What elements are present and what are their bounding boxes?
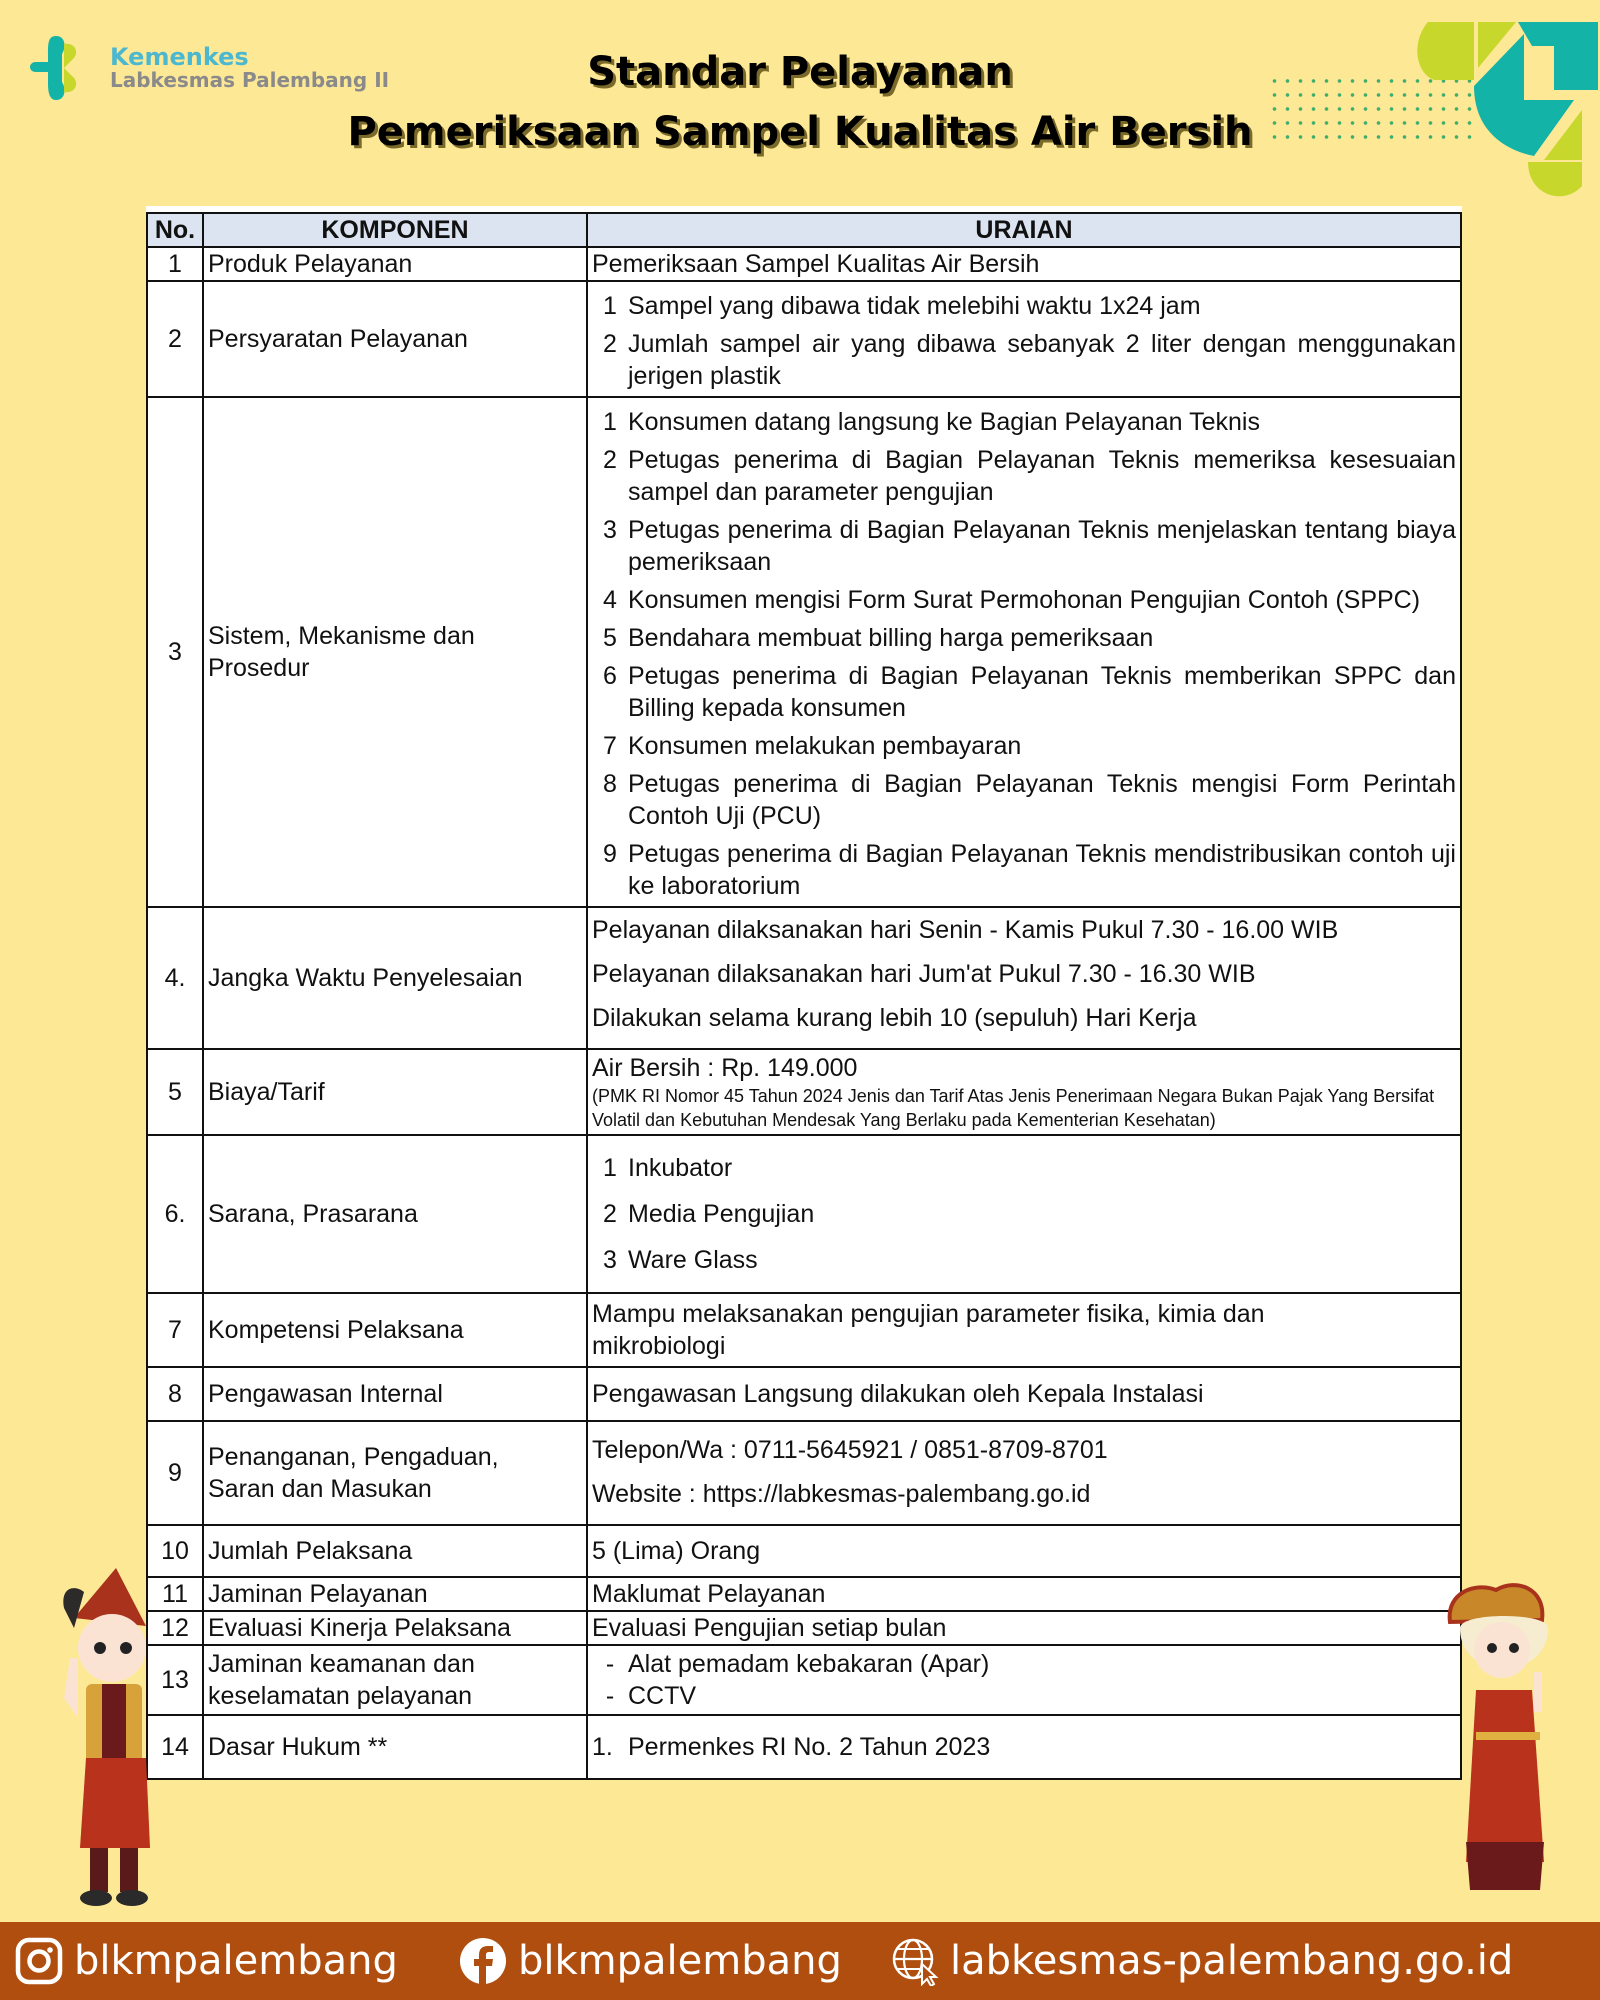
- list-item: 5 Bendahara membuat billing harga pemeriksaan: [603, 624, 1154, 652]
- row-no: 8: [147, 1367, 203, 1421]
- header-komponen: KOMPONEN: [203, 213, 587, 247]
- list-item: 2 Jumlah sampel air yang dibawa sebanyak 2 liter dengan menggunakan jerigen plastik: [603, 330, 1456, 390]
- facebook-handle[interactable]: blkmpalembang: [518, 1938, 842, 1984]
- row-uraian: Pengawasan Langsung dilakukan oleh Kepala Instalasi: [587, 1367, 1461, 1421]
- row-komponen: Jumlah Pelaksana: [203, 1525, 587, 1577]
- table-row: [147, 1525, 1461, 1577]
- list-item: 2 Petugas penerima di Bagian Pelayanan Teknis memeriksa kesesuaian sampel dan parameter pengujian: [603, 446, 1456, 506]
- contact-phone: Telepon/Wa : 0711-5645921 / 0851-8709-8701: [592, 1436, 1108, 1464]
- row-no: 4.: [147, 907, 203, 1049]
- row-uraian: [587, 1135, 1461, 1293]
- table-row: [147, 907, 1461, 1049]
- schedule-weekdays: Pelayanan dilaksanakan hari Senin - Kamis Pukul 7.30 - 16.00 WIB: [592, 916, 1339, 944]
- list-item: 1 Sampel yang dibawa tidak melebihi waktu 1x24 jam: [603, 292, 1201, 320]
- footer-instagram[interactable]: [14, 1936, 398, 1986]
- table-row: [147, 1049, 1461, 1135]
- procedure-list: [592, 406, 1456, 902]
- decorative-emblem-icon: [1404, 10, 1600, 200]
- row-komponen: Produk Pelayanan: [203, 247, 587, 281]
- row-komponen: Jangka Waktu Penyelesaian: [203, 907, 587, 1049]
- requirements-list: [592, 290, 1456, 392]
- footer-website[interactable]: [890, 1936, 1513, 1986]
- globe-cursor-icon: [890, 1936, 940, 1986]
- row-uraian: [587, 1715, 1461, 1779]
- table-row: [147, 1293, 1461, 1367]
- list-item: 9 Petugas penerima di Bagian Pelayanan Teknis mendistribusikan contoh uji ke laboratorium: [603, 840, 1456, 900]
- row-komponen: Dasar Hukum **: [203, 1715, 587, 1779]
- table-row: [147, 1135, 1461, 1293]
- website-url[interactable]: labkesmas-palembang.go.id: [950, 1938, 1514, 1984]
- row-uraian: [587, 1421, 1461, 1525]
- instagram-handle[interactable]: blkmpalembang: [74, 1938, 398, 1984]
- facebook-icon: [458, 1936, 508, 1986]
- list-item: 3 Ware Glass: [603, 1246, 758, 1274]
- list-item: 8 Petugas penerima di Bagian Pelayanan Teknis mengisi Form Perintah Contoh Uji (PCU): [603, 770, 1456, 830]
- facilities-list: [592, 1152, 1456, 1276]
- contact-website: Website : https://labkesmas-palembang.go.id: [592, 1480, 1091, 1508]
- table-row: [147, 247, 1461, 281]
- header-no: No.: [147, 213, 203, 247]
- safety-list: [592, 1648, 1456, 1712]
- tariff-value: Air Bersih : Rp. 149.000: [592, 1054, 858, 1082]
- row-no: 14: [147, 1715, 203, 1779]
- completion-time: Dilakukan selama kurang lebih 10 (sepuluh) Hari Kerja: [592, 1004, 1197, 1032]
- table-row: [147, 1577, 1461, 1611]
- instagram-icon: [14, 1936, 64, 1986]
- row-no: 2: [147, 281, 203, 397]
- row-no: 12: [147, 1611, 203, 1645]
- page-title: [300, 44, 1300, 164]
- male-mascot-illustration: [34, 1548, 164, 1908]
- list-item: - CCTV: [605, 1682, 697, 1710]
- kemenkes-emblem-icon: [26, 32, 98, 104]
- row-no: 3: [147, 397, 203, 907]
- row-uraian: Pemeriksaan Sampel Kualitas Air Bersih: [587, 247, 1461, 281]
- list-item: 4 Konsumen mengisi Form Surat Permohonan Pengujian Contoh (SPPC): [603, 586, 1421, 614]
- row-uraian: Mampu melaksanakan pengujian parameter fisika, kimia dan mikrobiologi: [587, 1293, 1461, 1367]
- row-komponen: Jaminan keamanan dan keselamatan pelayanan: [203, 1645, 587, 1715]
- row-no: 9: [147, 1421, 203, 1525]
- row-komponen: Evaluasi Kinerja Pelaksana: [203, 1611, 587, 1645]
- row-komponen: Persyaratan Pelayanan: [203, 281, 587, 397]
- list-item: 6 Petugas penerima di Bagian Pelayanan Teknis memberikan SPPC dan Billing kepada konsumen: [603, 662, 1456, 722]
- row-komponen: Pengawasan Internal: [203, 1367, 587, 1421]
- row-uraian: [587, 1645, 1461, 1715]
- row-no: 5: [147, 1049, 203, 1135]
- row-no: 13: [147, 1645, 203, 1715]
- row-uraian: [587, 281, 1461, 397]
- table-row: [147, 1611, 1461, 1645]
- row-komponen: Jaminan Pelayanan: [203, 1577, 587, 1611]
- row-komponen: Biaya/Tarif: [203, 1049, 587, 1135]
- table-row: [147, 281, 1461, 397]
- footer-facebook[interactable]: [458, 1936, 842, 1986]
- list-item: - Alat pemadam kebakaran (Apar): [605, 1650, 990, 1678]
- row-no: 6.: [147, 1135, 203, 1293]
- row-no: 11: [147, 1577, 203, 1611]
- table-row: [147, 1421, 1461, 1525]
- row-komponen: Penanganan, Pengaduan, Saran dan Masukan: [203, 1421, 587, 1525]
- female-mascot-illustration: [1436, 1572, 1566, 1902]
- row-uraian: 5 (Lima) Orang: [587, 1525, 1461, 1577]
- service-standard-table: [146, 206, 1462, 1780]
- list-item: 1. Permenkes RI No. 2 Tahun 2023: [592, 1733, 991, 1761]
- list-item: 1 Konsumen datang langsung ke Bagian Pelayanan Teknis: [603, 408, 1260, 436]
- list-item: 1 Inkubator: [603, 1154, 733, 1182]
- header-uraian: URAIAN: [587, 213, 1461, 247]
- table-row: [147, 1367, 1461, 1421]
- row-uraian: Maklumat Pelayanan: [587, 1577, 1461, 1611]
- table-row: [147, 1645, 1461, 1715]
- row-komponen: Kompetensi Pelaksana: [203, 1293, 587, 1367]
- legal-basis-list: [592, 1731, 1456, 1763]
- row-no: 7: [147, 1293, 203, 1367]
- list-item: 7 Konsumen melakukan pembayaran: [603, 732, 1022, 760]
- list-item: 2 Media Pengujian: [603, 1200, 815, 1228]
- footer-bar: [0, 1922, 1600, 2000]
- row-no: 10: [147, 1525, 203, 1577]
- list-item: 3 Petugas penerima di Bagian Pelayanan Teknis menjelaskan tentang biaya pemeriksaan: [603, 516, 1456, 576]
- tariff-note: (PMK RI Nomor 45 Tahun 2024 Jenis dan Tarif Atas Jenis Penerimaan Negara Bukan Pajak Yang Bersifat Volatil dan Kebutuhan Mendesak Yang Berlaku pada Kementerian Kesehatan): [592, 1086, 1435, 1130]
- table-row: [147, 397, 1461, 907]
- row-komponen: Sistem, Mekanisme dan Prosedur: [203, 397, 587, 907]
- table-header-row: [147, 213, 1461, 247]
- row-uraian: Evaluasi Pengujian setiap bulan: [587, 1611, 1461, 1645]
- row-no: 1: [147, 247, 203, 281]
- title-line-1: Standar Pelayanan: [587, 49, 1013, 95]
- row-uraian: [587, 1049, 1461, 1135]
- logo-brand: Kemenkes: [110, 42, 249, 71]
- title-line-2: Pemeriksaan Sampel Kualitas Air Bersih: [347, 109, 1253, 155]
- row-komponen: Sarana, Prasarana: [203, 1135, 587, 1293]
- schedule-friday: Pelayanan dilaksanakan hari Jum'at Pukul 7.30 - 16.30 WIB: [592, 960, 1256, 988]
- logo-subtitle: Labkesmas Palembang II: [110, 68, 390, 93]
- row-uraian: [587, 397, 1461, 907]
- table-row: [147, 1715, 1461, 1779]
- row-uraian: [587, 907, 1461, 1049]
